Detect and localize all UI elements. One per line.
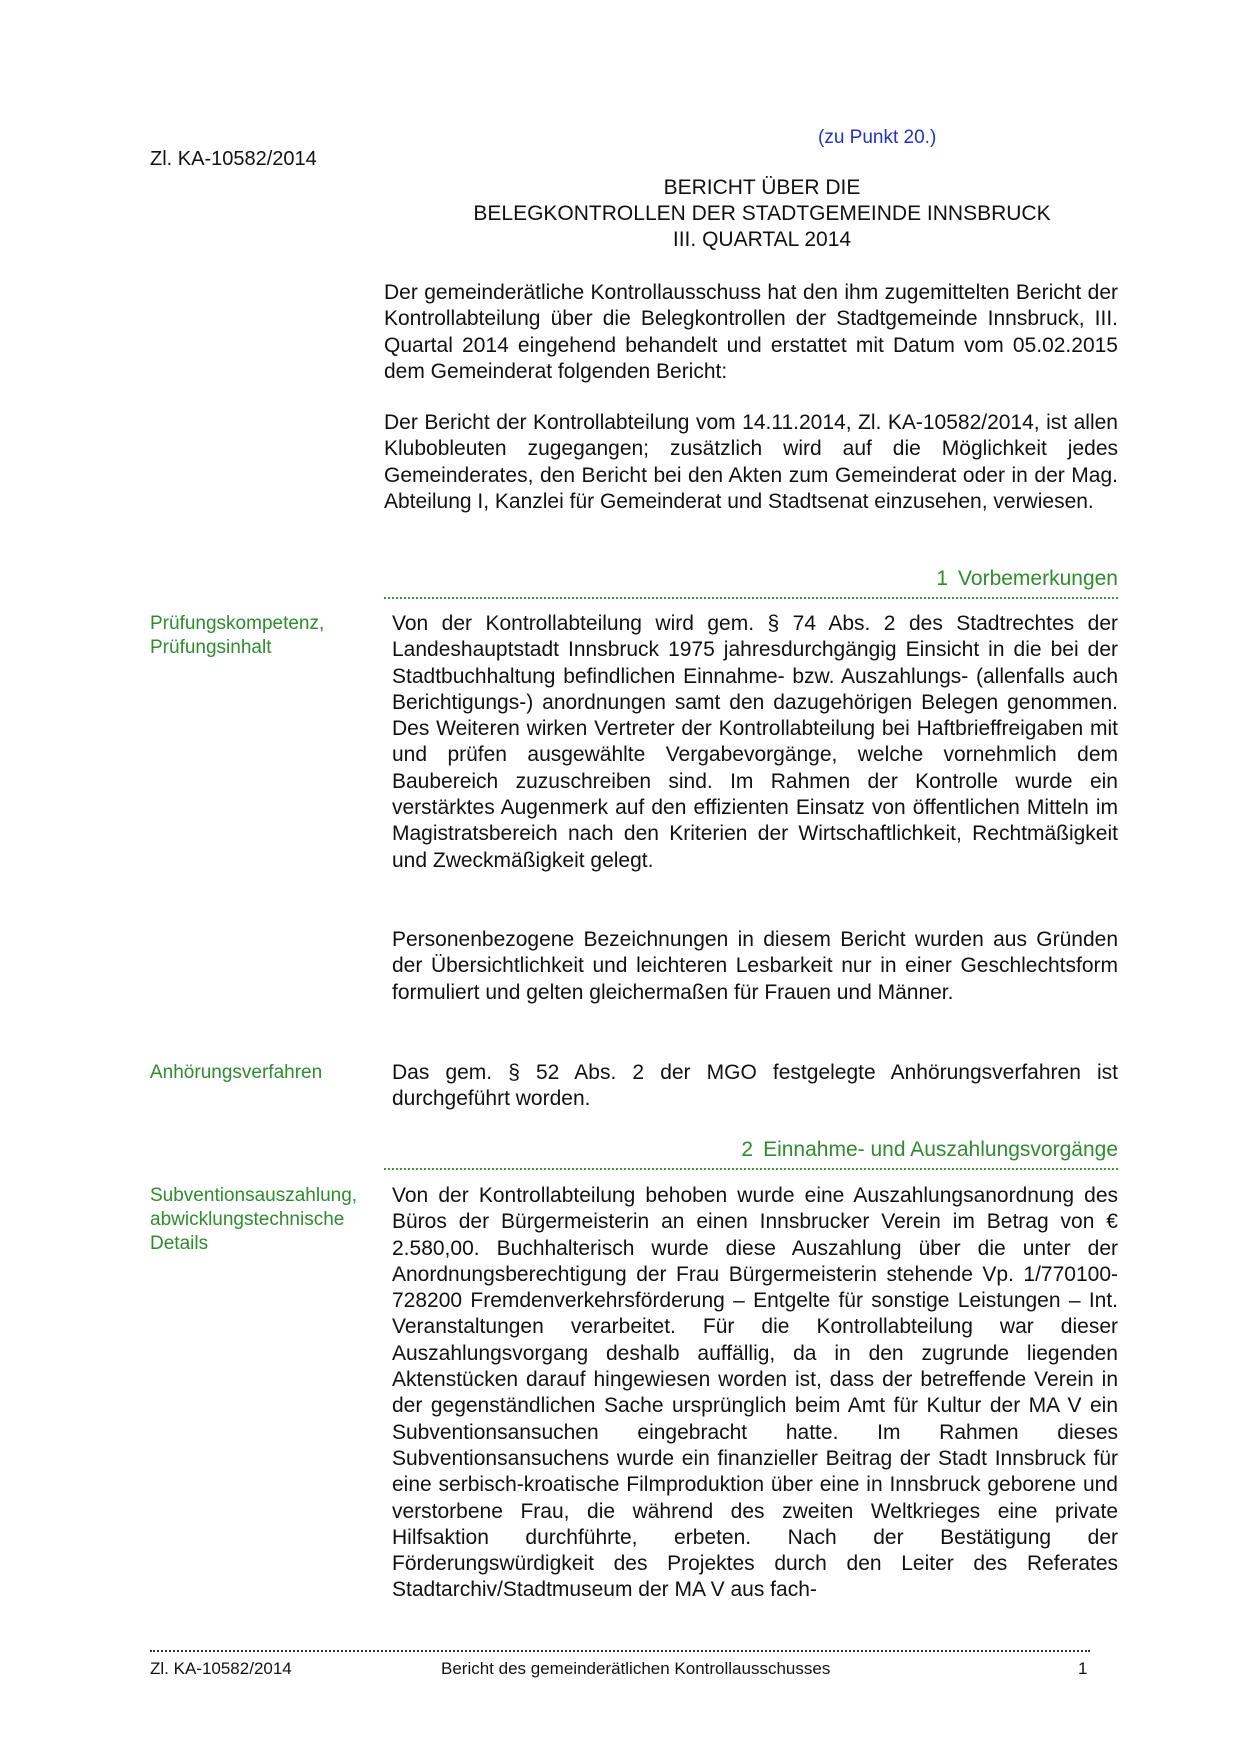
- intro-paragraph-1: Der gemeinderätliche Kontrollausschuss hat den ihm zugemittelten Bericht der Kontrollabteilung über die Belegkontrollen der Stadtgemeinde Innsbruck, III. Quartal 2014 eingehend behandelt und erstattet mit Datum vom 05.02.2015 dem Gemeinderat folgenden Bericht:: [384, 281, 1118, 383]
- page-number: 1: [1078, 1659, 1088, 1678]
- section-2-heading: [384, 1138, 1118, 1162]
- title-line-2: BELEGKONTROLLEN DER STADTGEMEINDE INNSBRUCK: [473, 202, 1051, 225]
- margin-note-anhoerungsverfahren: Anhörungsverfahren: [150, 1062, 323, 1083]
- document-reference: Zl. KA-10582/2014: [150, 148, 317, 170]
- margin-note-pruefungskompetenz: Prüfungskompetenz, Prüfungsinhalt: [150, 613, 325, 658]
- section-2-divider: [384, 1168, 1118, 1170]
- section-2-paragraph-1: Von der Kontrollabteilung behoben wurde eine Auszahlungsanordnung des Büros der Bürgermeisterin an einen Innsbrucker Verein im Betrag von € 2.580,00. Buchhalterisch wurde diese Auszahlung über die unter der Anordnungsberechtigung der Frau Bürgermeisterin stehende Vp. 1/770100-728200 Fremdenverkehrsförderung – Entgelte für sonstige Leistungen – Int. Veranstaltungen verarbeitet. Für die Kontrollabteilung war dieser Auszahlungsvorgang deshalb auffällig, da in den zugrunde liegenden Aktenstücken darauf hingewiesen worden ist, dass der betreffende Verein in der gegenständlichen Sache ursprünglich beim Amt für Kultur der MA V ein Subventionsansuchen eingebracht hatte. Im Rahmen dieses Subventionsansuchens wurde ein finanzieller Beitrag der Stadt Innsbruck für eine serbisch-kroatische Filmproduktion über eine in Innsbruck geborene und verstorbene Frau, die während des zweiten Weltkrieges eine private Hilfsaktion durchführte, erbeten. Nach der Bestätigung der Förderungswürdigkeit des Projektes durch den Leiter des Referates Stadtarchiv/Stadtmuseum der MA V aus fach-: [392, 1184, 1118, 1602]
- section-1-divider: [384, 597, 1118, 599]
- section-1-heading: [384, 567, 1118, 591]
- margin-note-subventionsauszahlung: Subventionsauszahlung, abwicklungstechnische Details: [150, 1185, 358, 1254]
- footer-divider: [150, 1650, 1090, 1652]
- section-1-paragraph-1: Von der Kontrollabteilung wird gem. § 74 Abs. 2 des Stadtrechtes der Landeshauptstadt Innsbruck 1975 jahresdurchgängig Einsicht in die bei der Stadtbuchhaltung befindlichen Einnahme- bzw. Auszahlungs- (allenfalls auch Berichtigungs-) anordnungen samt den dazugehörigen Belegen genommen. Des Weiteren wirken Vertreter der Kontrollabteilung bei Haftbrieffreigaben mit und prüfen ausgewählte Vergabevorgänge, welche vornehmlich dem Baubereich zuzuschreiben sind. Im Rahmen der Kontrolle wurde ein verstärktes Augenmerk auf den effizienten Einsatz von öffentlichen Mitteln im Magistratsbereich nach den Kriterien der Wirtschaftlichkeit, Rechtmäßigkeit und Zweckmäßigkeit gelegt.: [392, 612, 1118, 872]
- report-title: [384, 175, 1140, 253]
- section-1-number: 1: [936, 567, 949, 590]
- footer-reference: Zl. KA-10582/2014: [150, 1659, 292, 1678]
- section-2-number: 2: [741, 1138, 754, 1161]
- footer-title: Bericht des gemeinderätlichen Kontrollausschusses: [441, 1659, 831, 1678]
- title-line-3: III. QUARTAL 2014: [672, 228, 852, 251]
- section-1-title: Vorbemerkungen: [958, 567, 1118, 590]
- section-2-title: Einnahme- und Auszahlungsvorgänge: [763, 1138, 1118, 1161]
- section-1-paragraph-2: Personenbezogene Bezeichnungen in diesem Bericht wurden aus Gründen der Übersichtlichkeit und leichteren Lesbarkeit nur in einer Geschlechtsform formuliert und gelten gleichermaßen für Frauen und Männer.: [392, 928, 1118, 1004]
- agenda-point: (zu Punkt 20.): [818, 127, 937, 148]
- section-1-paragraph-3: Das gem. § 52 Abs. 2 der MGO festgelegte Anhörungsverfahren ist durchgeführt worden.: [392, 1061, 1118, 1111]
- title-line-1: BERICHT ÜBER DIE: [663, 176, 861, 199]
- intro-paragraph-2: Der Bericht der Kontrollabteilung vom 14.11.2014, Zl. KA-10582/2014, ist allen Klubobleuten zugegangen; zusätzlich wird auf die Möglichkeit jedes Gemeinderates, den Bericht bei den Akten zum Gemeinderat oder in der Mag. Abteilung I, Kanzlei für Gemeinderat und Stadtsenat einzusehen, verwiesen.: [384, 411, 1118, 513]
